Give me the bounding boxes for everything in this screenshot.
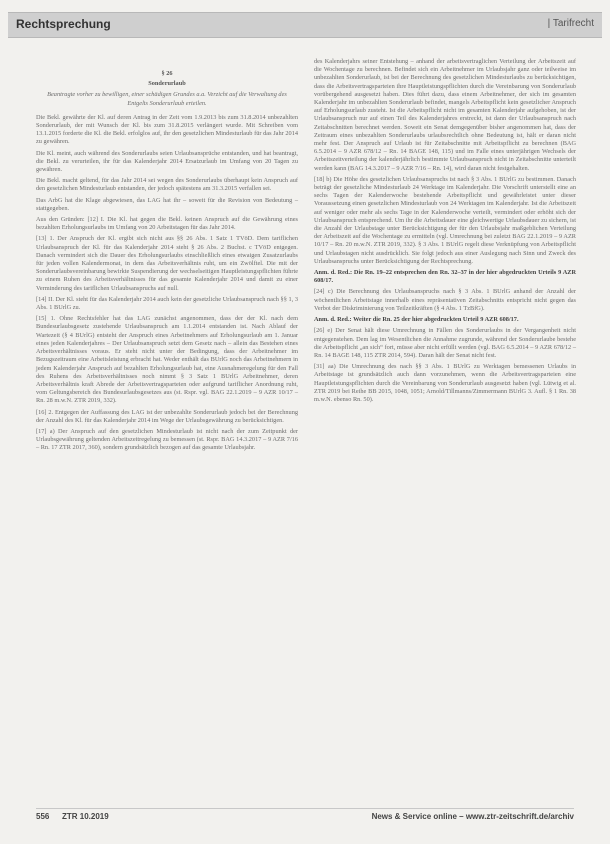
left-column: [36, 58, 298, 456]
headnote: Beantragte vorher zu bewilligen, einer schädigen Grundes a.a. Verzicht auf die Verwaltung des Entgelts Sonderurlaub erteilen.: [47, 91, 287, 107]
header-section-title: Rechtsprechung: [16, 17, 111, 31]
right-column: [314, 58, 576, 407]
body-paragraph: [18] b) Die Höhe des gesetzlichen Urlaubsanspruchs ist nach § 3 Abs. 1 BUrlG zu bestimmen. Danach beträgt der gesetzliche Mindesturlaub 24 Werktage im Kalenderjahr. Die Vorschrift unterstellt eine an sechs Tagen der Kalenderwoche bestehende Arbeitspflicht und gewährleistet unter dieser Voraussetzung einen gesetzlichen Mindesturlaub von 24 Werktagen im Kalenderjahr. Ist die Arbeitszeit auf weniger oder mehr als sechs Tage in der Kalenderwoche verteilt, vermindert oder erhöht sich der Urlaubsanspruch entsprechend. Um ihr die Arbeitsdauer eine gleichwertige Urlaubsdauer zu sichern, ist die Anzahl der Urlaubstage unter Berücksichtigung der für den Urlaubsjahr maßgeblichen Verteilung der Arbeitszeit auf die Wochentage zu ermitteln (vgl. Umrechnung bei zuletzt BAG 22.1.2019 – 9 AZR 10/17 – Rn. 20 m.w.N. ZTR 2019, 332). § 3 Abs. 1 BUrlG regelt diese Verknüpfung von Arbeitspflicht und Urlaubstagen nicht ausdrücklich. Sie folgt jedoch aus einer Auslegung nach Sinn und Zweck des Urlaubsanspruchs unter Berücksichtigung der Rechtsprechung.: [314, 175, 576, 265]
body-paragraph: [26] e) Der Senat hält diese Umrechnung in Fällen des Sonderurlaubs in der Vergangenheit nicht entgegenstehen. Dem lag im Wesentlichen die Annahme zugrunde, während der Sonderurlaube bestehe die Arbeitspflicht „an sich“ fort, müsse aber nicht erfüllt werden (vgl. BAG 6.5.2014 – 9 AZR 678/12 – Rn. 14 BAGE 148, 115 ZTR 2014, 594). Daran hält der Senat nicht fest.: [314, 327, 576, 359]
body-paragraph: Die Bekl. macht geltend, für das Jahr 2014 sei wegen des Sonderurlaubs überhaupt kein Anspruch auf den gesetzlichen Mindesturlaub entstanden, der jedoch spätestens am 31.3.2015 verfallen sei.: [36, 177, 298, 193]
editor-note: Anm. d. Red.: Die Rn. 19–22 entsprechen den Rn. 32–37 in der hier abgedruckten Urteils 9 AZR 608/17.: [314, 269, 576, 285]
section-number: § 26: [161, 70, 173, 77]
page-footer: [0, 808, 610, 830]
body-paragraph: Aus den Gründen: [12] I. Die Kl. hat gegen die Bekl. keinen Anspruch auf die Gewährung eines bezahlten Erholungsurlaubs im Umfang von 20 Arbeitstagen für das Jahr 2014.: [36, 216, 298, 232]
body-paragraph: des Kalenderjahrs seiner Entstehung – anhand der arbeitsvertraglichen Verteilung der Arbeitszeit auf die Wochentage zu berechnen. Befindet sich ein Arbeitnehmer im Urlaubsjahr ganz oder teilweise im unbezahlten Sonderurlaub, ist bei der Berechnung des gesetzlichen Mindesturlaubs zu berücksichtigen, dass die Arbeitsvertragsparteien ihre Hauptleistungspflichten durch die Vereinbarung von Sonderurlaub vorübergehend ausgesetzt haben. Dies führt dazu, dass einem Arbeitnehmer, der sich im gesamten Kalenderjahr im unbezahlten Sonderurlaub befindet, mangels Arbeitspflicht kein gesetzlicher Anspruch auf Erholungsurlaub zusteht. Ist die Arbeitspflicht nicht im gesamten Kalenderjahr aufgehoben, ist der Urlaubsanspruch nur auf einen Teil des Kalenderjahres erstreckt, ist dann der Urlaubsanspruch nach Zeitabschnitten berechnet werden. Soweit ein Senat demgegenüber bisher angenommen hat, dass der Zeitraum eines unbezahlten Sonderurlaubs urlaubsrechtlich ohne Bedeutung ist, hält er daran nicht mehr fest. Der Anspruch auf Urlaub ist für Zeitabschnitte mit Arbeitspflicht zu berechnen (BAG 6.5.2014 – 9 AZR 678/12 – Rn. 14 BAGE 148, 115) und im Falle eines unterjährigen Wechsels der Arbeitszeitverteilung der kalenderjährlich bestimmte Urlaubsanspruch nicht in Zeitabschnitte unterteilt werden kann (BAG 14.3.2017 – 9 AZR 7/16 – Rn. 14), wird daran nicht festgehalten.: [314, 58, 576, 172]
journal-issue: ZTR 10.2019: [62, 812, 109, 821]
body-paragraph: [24] c) Die Berechnung des Urlaubsanspruchs nach § 3 Abs. 1 BUrlG anhand der Anzahl der wöchentlichen Arbeitstage innerhalb eines repräsentativen Zeitabschnitts entspricht nicht gegen das Verbot der Diskriminierung von Teilzeitkräften (§ 4 Abs. 1 TzBfG).: [314, 288, 576, 312]
body-paragraph: Das ArbG hat die Klage abgewiesen, das LAG hat ihr – soweit für die Revision von Bedeutung – stattgegeben.: [36, 196, 298, 212]
body-paragraph: [16] 2. Entgegen der Auffassung des LAG ist der unbezahlte Sonderurlaub jedoch bei der Berechnung der Anzahl des Kl. für das Kalenderjahr 2014 im Wege der Urlaubsgewährung zu berücksichtigen.: [36, 408, 298, 424]
footer-divider: [36, 808, 574, 809]
body-paragraph: [17] a) Der Anspruch auf den gesetzlichen Mindesturlaub ist nicht nach der zum Zeitpunkt der Urlaubsgewährung geltenden Arbeitszeitregelung zu bemessen (st. Rspr. BAG 14.3.2017 – 9 AZR 7/16 – Rn. 17 ZTR 2017, 360), sondern grundsätzlich bezogen auf das gesamte Urlaubsjahr.: [36, 427, 298, 452]
body-paragraph: [31] aa) Die Umrechnung des nach §§ 3 Abs. 1 BUrlG zu Werktagen bemessenen Urlaubs in Arbeitstage ist grundsätzlich auch dann vorzunehmen, wenn die Arbeitsvertragsparteien eine Hauptleistungspflichten durch die Vereinbarung von Sonderurlaub ausgesetzt haben (vgl. Lütwig et al. ZTR 2019 bei Reihe BB 2015, 1048, 1051; Arnold/Tillmanns/Zimmermann BUrlG 3. Aufl. § 1 Rn. 38 m.w.N. ebenso Rn. 50).: [314, 363, 576, 403]
body-paragraph: [15] 1. Ohne Rechtsfehler hat das LAG zunächst angenommen, dass der der Kl. nach dem Bundesurlaubsgesetz zustehende Urlaubsanspruch am 1.1.2014 entstanden ist. Nach Ablauf der Wartezeit (§ 4 BUrlG) entsteht der Anspruch eines Arbeitnehmers auf Erholungsurlaub am 1. Januar eines jeden Kalenderjahres – Der Urlaubsanspruch setzt dem Gesetz nach – allein das Bestehen eines Arbeitsverhältnisses voraus. Er steht nicht unter der Bedingung, dass der Arbeitnehmer im Bezugszeitraum eine Arbeitsleistung erbracht hat. Weder enthält das BUrlG noch das Arbeitnehmern in jedem Kalenderjahr Anspruch auf bezahlten Erholungsurlaub hat, eine Ausnahmeregelung für den Fall des Ruhens des Arbeitsverhältnisses noch nimmt § 3 Satz 1 BUrlG Arbeitnehmer, deren Arbeitsverhältnis kraft Abrede der Arbeitsvertragsparteien oder aufgrund tariflicher Anordnung ruht, vom Geltungsbereich des Bundesurlaubsgesetzes aus (st. Rspr. vgl. BAG 22.1.2019 – 9 AZR 10/17 – Rn. 28 m.w.N. ZTR 2019, 332).: [36, 315, 298, 405]
service-link-text: News & Service online – www.ztr-zeitschrift.de/archiv: [371, 812, 574, 821]
running-header: [8, 12, 602, 38]
editor-note: Anm. d. Red.: Weiter die Rn. 25 der hier abgedruckten Urteil 9 AZR 608/17.: [314, 316, 519, 324]
header-category: | Tarifrecht: [547, 18, 594, 29]
section-heading: Sonderurlaub: [148, 80, 186, 88]
body-paragraph: Die Bekl. gewährte der Kl. auf deren Antrag in der Zeit vom 1.9.2013 bis zum 31.8.2014 unbezahlten Sonderurlaub, der mit Wunsch der Kl. bis zum 31.8.2015 verlängert wurde. Mit Schreiben vom 13.1.2015 forderte die Kl. die Bekl. erfolglos auf, ihr den gesetzlichen Mindesturlaub für das Jahr 2014 zu gewähren.: [36, 113, 298, 146]
page-number: 556: [36, 812, 50, 821]
body-paragraph: Die Kl. meint, auch während des Sonderurlaubs seien Urlaubsansprüche entstanden, und hat beantragt, die Bekl. zu verurteilen, ihr für das Kalenderjahr 2014 Ersatzurlaub im Umfang von 20 Tagen zu gewähren.: [36, 149, 298, 174]
body-paragraph: [14] II. Der Kl. steht für das Kalenderjahr 2014 auch kein der gesetzliche Urlaubsanspruch nach §§ 1, 3 Abs. 1 BUrlG zu.: [36, 295, 298, 312]
body-paragraph: [13] 1. Der Anspruch der Kl. ergibt sich nicht aus §§ 26 Abs. 1 Satz 1 TVöD. Dem tariflichen Urlaubsanspruch der Kl. für das Kalenderjahr 2014 steht § 26 Abs. 2 Buchst. c TVöD entgegen. Danach vermindert sich die Dauer des Erholungsurlaubs einschließlich eines etwaigen Zusatzurlaubs für jeden vollen Kalendermonat, in dem das Arbeitsverhältnis ruht, um ein Zwölftel. Die mit der Sonderurlaubsvereinbarung bewirkte Suspendierung der wechselseitigen Hauptleistungspflichten führte zu einem Ruhen des Arbeitsverhältnisses für das gesamte Kalenderjahr 2014 und damit zu einer Verminderung des tariflichen Urlaubsanspruchs auf null.: [36, 235, 298, 292]
